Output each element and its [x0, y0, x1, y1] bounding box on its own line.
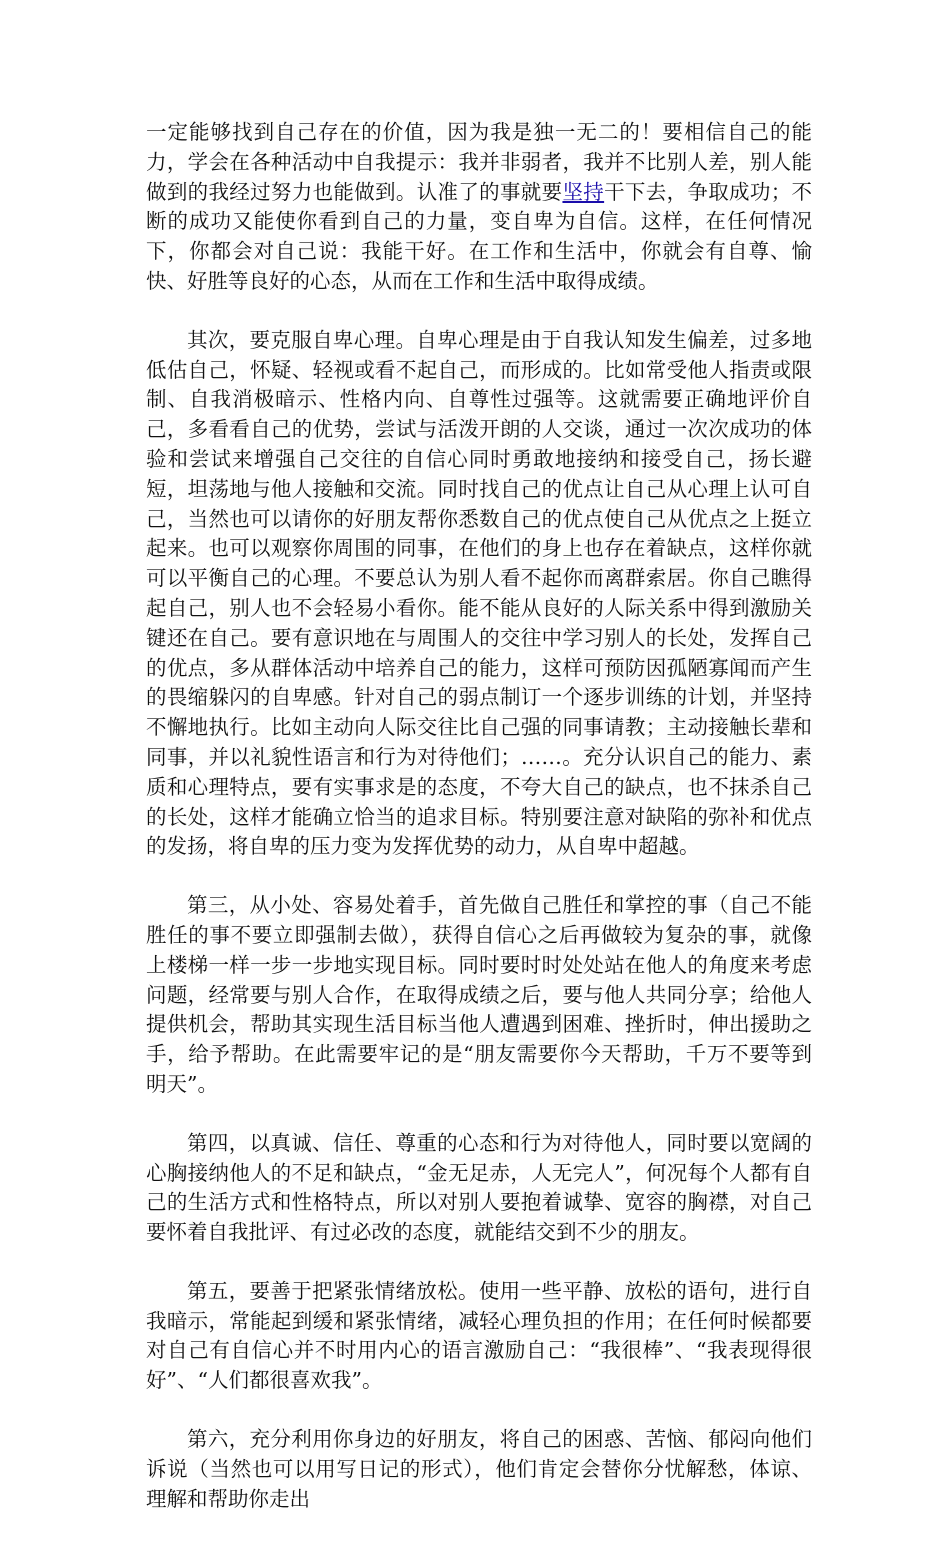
paragraph-2: 其次，要克服自卑心理。自卑心理是由于自我认知发生偏差，过多地低估自己，怀疑、轻视或看不起自己，而形成的。比如常受他人指责或限制、自我消极暗示、性格内向、自尊性过强等。这就需要正确地评价自己，多看看自己的优势，尝试与活泼开朗的人交谈，通过一次次成功的体验和尝试来增强自己交往的自信心同时勇敢地接纳和接受自己，扬长避短，坦荡地与他人接触和交流。同时找自己的优点让自己从心理上认可自己，当然也可以请你的好朋友帮你悉数自己的优点使自己从优点之上挺立起来。也可以观察你周围的同事，在他们的身上也存在着缺点，这样你就可以平衡自己的心理。不要总认为别人看不起你而离群索居。你自己瞧得起自己，别人也不会轻易小看你。能不能从良好的人际关系中得到激励关键还在自己。要有意识地在与周围人的交往中学习别人的长处，发挥自己的优点，多从群体活动中培养自己的能力，这样可预防因孤陋寡闻而产生的畏缩躲闪的自卑感。针对自己的弱点制订一个逐步训练的计划，并坚持不懈地执行。比如主动向人际交往比自己强的同事请教；主动接触长辈和同事，并以礼貌性语言和行为对待他们；……。充分认识自己的能力、素质和心理特点，要有实事求是的态度，不夸大自己的缺点，也不抹杀自己的长处，这样才能确立恰当的追求目标。特别要注意对缺陷的弥补和优点的发扬，将自卑的压力变为发挥优势的动力，从自卑中超越。	[146, 327, 812, 859]
document-page	[146, 118, 812, 1543]
paragraph-1-text-after-link: 干下去，争取成功；不断的成功又能使你看到自己的力量，变自卑为自信。这样，在任何情况下，你都会对自己说：我能干好。在工作和生活中，你就会有自尊、愉快、好胜等良好的心态，从而在工作和生活中取得成绩。	[146, 179, 813, 293]
paragraph-5: 第五，要善于把紧张情绪放松。使用一些平静、放松的语句，进行自我暗示，常能起到缓和紧张情绪，减轻心理负担的作用；在任何时候都要对自己有自信心并不时用内心的语言激励自己：“我很棒”、“我表现得很好”、“人们都很喜欢我”。	[146, 1278, 812, 1393]
paragraph-1	[146, 118, 812, 297]
paragraph-1-text-before-link: 一定能够找到自己存在的价值，因为我是独一无二的！要相信自己的能力，学会在各种活动中自我提示：我并非弱者，我并不比别人差，别人能做到的我经过努力也能做到。认准了的事就要	[146, 120, 812, 204]
paragraph-6: 第六，充分利用你身边的好朋友，将自己的困惑、苦恼、郁闷向他们诉说（当然也可以用写日记的形式），他们肯定会替你分忧解愁，体谅、理解和帮助你走出	[146, 1427, 812, 1511]
paragraph-4: 第四，以真诚、信任、尊重的心态和行为对待他人，同时要以宽阔的心胸接纳他人的不足和缺点，“金无足赤，人无完人”，何况每个人都有自己的生活方式和性格特点，所以对别人要抱着诚挚、宽容的胸襟，对自己要怀着自我批评、有过必改的态度，就能结交到不少的朋友。	[146, 1130, 812, 1245]
paragraph-3: 第三，从小处、容易处着手，首先做自己胜任和掌控的事（自己不能胜任的事不要立即强制去做），获得自信心之后再做较为复杂的事，就像上楼梯一样一步一步地实现目标。同时要时时处处站在他人的角度来考虑问题，经常要与别人合作，在取得成绩之后，要与他人共同分享；给他人提供机会，帮助其实现生活目标当他人遭遇到困难、挫折时，伸出援助之手，给予帮助。在此需要牢记的是“朋友需要你今天帮助，千万不要等到明天”。	[146, 893, 812, 1096]
keyword-link[interactable]: 坚持	[562, 179, 605, 204]
